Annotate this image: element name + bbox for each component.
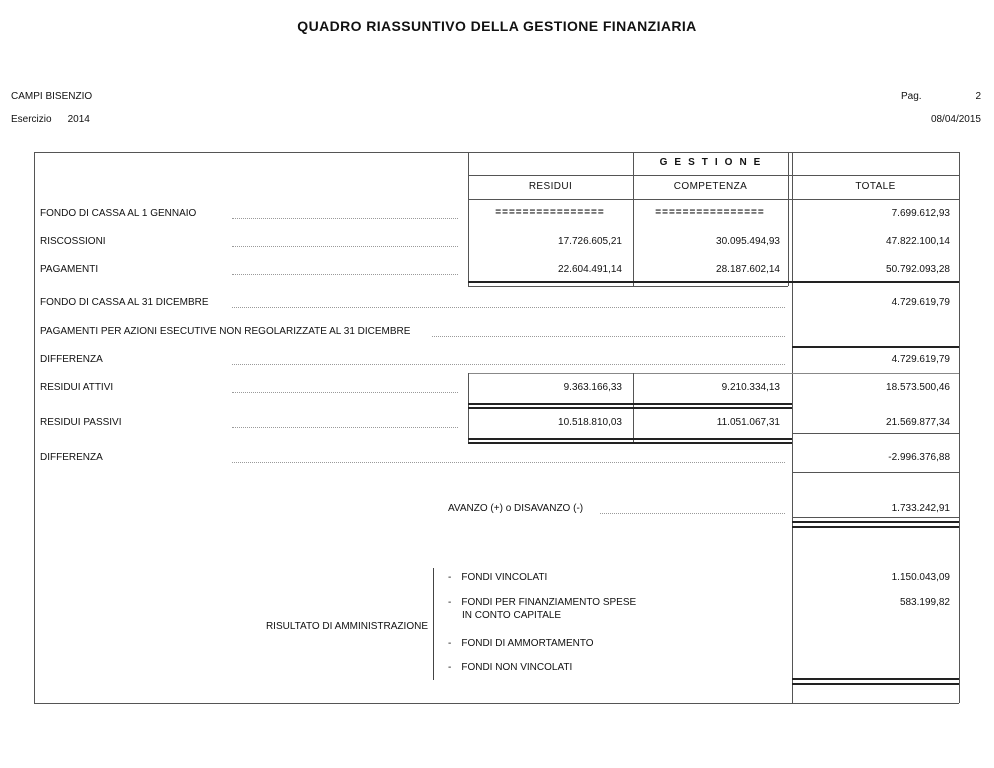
cell-residui: 10.518.810,03 bbox=[558, 417, 622, 428]
bottom-double-b bbox=[792, 683, 959, 685]
fondi-item-value: 1.150.043,09 bbox=[891, 572, 950, 583]
double-rule-b bbox=[468, 407, 792, 409]
cell-competenza: 9.210.334,13 bbox=[721, 382, 780, 393]
dotted-leader bbox=[232, 273, 458, 275]
page-title: QUADRO RIASSUNTIVO DELLA GESTIONE FINANZIARIA bbox=[297, 18, 697, 34]
avanzo-total: 1.733.242,91 bbox=[891, 503, 950, 514]
table-border-top bbox=[34, 152, 959, 153]
cell-residui: 17.726.605,21 bbox=[558, 236, 622, 247]
page-label: Pag. bbox=[901, 91, 922, 102]
fondi-item bbox=[448, 638, 594, 650]
dotted-leader bbox=[232, 426, 458, 428]
table-border-left bbox=[34, 152, 35, 703]
entity-name: CAMPI BISENZIO bbox=[11, 91, 93, 102]
dotted-leader bbox=[600, 512, 785, 514]
row-label: DIFFERENZA bbox=[40, 354, 103, 365]
dotted-leader bbox=[232, 306, 785, 308]
double-rule-a bbox=[468, 438, 792, 440]
risultato-label: RISULTATO DI AMMINISTRAZIONE bbox=[265, 621, 428, 632]
dash-bullet: - bbox=[448, 572, 452, 583]
cell-totale: 7.699.612,93 bbox=[891, 208, 950, 219]
dotted-leader bbox=[432, 335, 785, 337]
col-header-residui: RESIDUI bbox=[528, 181, 573, 192]
bottom-double-a bbox=[792, 678, 959, 680]
row-label: RESIDUI PASSIVI bbox=[40, 417, 122, 428]
row-label: DIFFERENZA bbox=[40, 452, 103, 463]
col-line-mid-top bbox=[633, 152, 634, 286]
group-header-gestione: GESTIONE bbox=[659, 157, 768, 168]
dotted-leader bbox=[232, 363, 785, 365]
fondi-item-label: FONDI DI AMMORTAMENTO bbox=[461, 638, 594, 649]
col-header-competenza: COMPETENZA bbox=[673, 181, 748, 192]
double-rule-b bbox=[468, 442, 792, 444]
header-divider bbox=[468, 199, 959, 200]
avanzo-double-b bbox=[792, 526, 959, 528]
exercise-line bbox=[11, 114, 90, 126]
dotted-leader bbox=[232, 391, 458, 393]
cell-totale: -2.996.376,88 bbox=[888, 452, 950, 463]
cell-totale: 18.573.500,46 bbox=[886, 382, 950, 393]
fondi-item bbox=[448, 572, 547, 584]
row-label: RESIDUI ATTIVI bbox=[40, 382, 114, 393]
exercise-year: 2014 bbox=[67, 114, 90, 125]
dash-bullet: - bbox=[448, 597, 452, 608]
cell-competenza: 11.051.067,31 bbox=[716, 417, 780, 428]
fondi-item-value: 583.199,82 bbox=[899, 597, 950, 608]
table-border-bottom bbox=[34, 703, 959, 704]
fondi-item-label: FONDI NON VINCOLATI bbox=[461, 662, 573, 673]
fondi-item-label: FONDI VINCOLATI bbox=[461, 572, 548, 583]
row-label: PAGAMENTI PER AZIONI ESECUTIVE NON REGOLARIZZATE AL 31 DICEMBRE bbox=[40, 326, 411, 337]
avanzo-label: AVANZO (+) o DISAVANZO (-) bbox=[448, 503, 584, 514]
page-number: 2 bbox=[975, 91, 981, 102]
cell-residui: ================ bbox=[495, 207, 605, 218]
cell-totale: 50.792.093,28 bbox=[886, 264, 950, 275]
fondi-item bbox=[448, 597, 636, 609]
risultato-divider bbox=[433, 568, 434, 680]
cell-totale: 4.729.619,79 bbox=[891, 354, 950, 365]
col-header-totale: TOTALE bbox=[855, 181, 896, 192]
gestione-divider bbox=[468, 175, 959, 176]
print-date: 08/04/2015 bbox=[930, 114, 981, 125]
cell-totale: 47.822.100,14 bbox=[886, 236, 950, 247]
totale-rule bbox=[792, 433, 959, 434]
row-label: RISCOSSIONI bbox=[40, 236, 106, 247]
dotted-leader bbox=[232, 245, 458, 247]
row-label: PAGAMENTI bbox=[40, 264, 99, 275]
dotted-leader bbox=[232, 217, 458, 219]
col-line-left-top bbox=[468, 152, 469, 286]
totale-col-left bbox=[792, 152, 793, 703]
totale-rule bbox=[792, 517, 959, 518]
cell-competenza: ================ bbox=[655, 207, 765, 218]
fondi-item-label-line2: IN CONTO CAPITALE bbox=[462, 610, 562, 621]
dash-bullet: - bbox=[448, 662, 452, 673]
col-line-right-top bbox=[788, 152, 789, 286]
avanzo-double-a bbox=[792, 521, 959, 523]
exercise-label: Esercizio bbox=[11, 114, 52, 125]
residui-box-top bbox=[468, 373, 959, 374]
double-rule-a bbox=[468, 403, 792, 405]
totale-rule bbox=[792, 346, 959, 348]
section-rule bbox=[468, 281, 959, 283]
cell-residui: 22.604.491,14 bbox=[558, 264, 622, 275]
cell-totale: 21.569.877,34 bbox=[886, 417, 950, 428]
cell-competenza: 28.187.602,14 bbox=[716, 264, 780, 275]
dotted-leader bbox=[232, 461, 785, 463]
cell-totale: 4.729.619,79 bbox=[891, 297, 950, 308]
fondi-item bbox=[448, 662, 572, 674]
row-label: FONDO DI CASSA AL 31 DICEMBRE bbox=[40, 297, 209, 308]
table-border-right bbox=[959, 152, 960, 703]
fondi-item-label: FONDI PER FINANZIAMENTO SPESE bbox=[461, 597, 637, 608]
dash-bullet: - bbox=[448, 638, 452, 649]
row-label: FONDO DI CASSA AL 1 GENNAIO bbox=[40, 208, 197, 219]
totale-rule bbox=[792, 472, 959, 473]
section-rule-2 bbox=[468, 286, 788, 287]
cell-competenza: 30.095.494,93 bbox=[716, 236, 780, 247]
cell-residui: 9.363.166,33 bbox=[563, 382, 622, 393]
